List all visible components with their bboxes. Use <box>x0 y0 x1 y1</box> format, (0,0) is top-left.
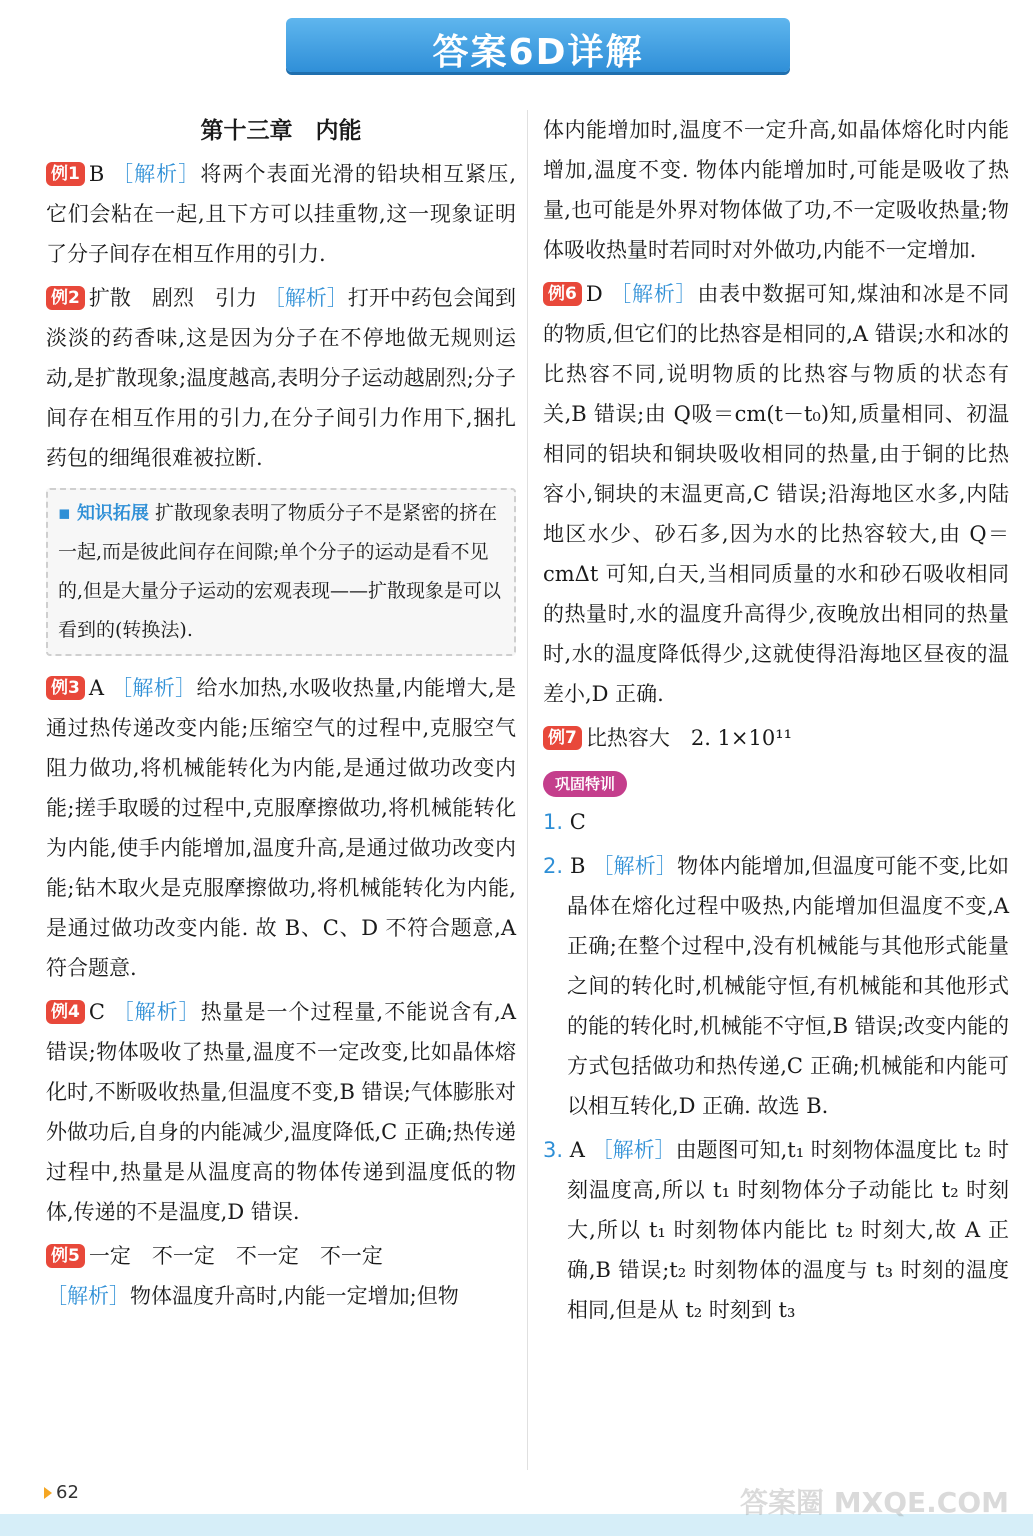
analysis-text: 物体温度升高时,内能一定增加;但物 <box>130 1284 459 1308</box>
answer: D <box>585 282 603 306</box>
answer: B <box>88 162 105 186</box>
column-divider <box>527 110 528 1470</box>
question-1 <box>543 802 1009 842</box>
question-2 <box>543 846 1009 1126</box>
example-4 <box>46 992 516 1232</box>
answer: C <box>88 1000 105 1024</box>
answer: 一定 不一定 不一定 不一定 <box>88 1244 383 1268</box>
analysis-label: ［解析］ <box>111 676 197 700</box>
chapter-title: 第十三章 内能 <box>200 118 362 144</box>
example-5-continued: 体内能增加时,温度不一定升高,如晶体熔化时内能增加,温度不变. 物体内能增加时,可能是吸收了热量,也可能是外界对物体做了功,不一定吸收热量;物体吸收热量时若同时对外做功,内能不一定增加. <box>543 118 1009 262</box>
example-3 <box>46 668 516 988</box>
example-tag: 例1 <box>46 162 85 186</box>
analysis-label: ［解析］ <box>112 1000 201 1024</box>
knowledge-extension-box <box>46 488 516 656</box>
question-number: 1. <box>543 810 564 834</box>
answer-banner <box>286 18 790 72</box>
analysis-label: ［解析］ <box>112 162 201 186</box>
answer: B <box>569 854 586 878</box>
example-7 <box>543 718 1009 758</box>
question-number: 3. <box>543 1138 564 1162</box>
answer: 比热容大 2. 1×10¹¹ <box>585 726 793 750</box>
analysis-text: 将两个表面光滑的铅块相互紧压,它们会粘在一起,且下方可以挂重物,这一现象证明了分子间存在相互作用的引力. <box>46 162 516 266</box>
banner-title: 答案6D详解 <box>432 32 644 73</box>
analysis-text: 物体内能增加,但温度可能不变,比如晶体在熔化过程中吸热,内能增加但温度不变,A 正确;在整个过程中,没有机械能与其他形式能量之间的转化时,机械能守恒,有机械能和其他形式的能的转化时,机械能不守恒,B 错误;改变内能的方式包括做功和热传递,C 正确;机械能和内能可以相互转化,D 正确. 故选 B. <box>567 854 1009 1118</box>
page-number: 62 <box>56 1482 79 1503</box>
analysis-label: ［解析］ <box>46 1284 130 1308</box>
analysis-text: 由表中数据可知,煤油和冰是不同的物质,但它们的比热容是相同的,A 错误;水和冰的比热容不同,说明物质的比热容与物质的状态有关,B 错误;由 Q吸＝cm(t－t₀)知,质量相同、初温相同的铝块和铜块吸收相同的热量,由于铜的比热容小,铜块的末温更高,C 错误;沿海地区水多,内陆地区水少、砂石多,因为水的比热容较大,由 Q＝cmΔt 可知,白天,当相同质量的水和砂石吸收相同的热量时,水的温度升高得少,夜晚放出相同的热量时,水的温度降低得少,这就使得沿海地区昼夜的温差小,D 正确. <box>543 282 1009 706</box>
right-column <box>543 110 1009 1334</box>
example-tag: 例6 <box>543 282 582 306</box>
left-column <box>46 110 516 1320</box>
example-tag: 例5 <box>46 1244 85 1268</box>
analysis-label: ［解析］ <box>592 854 678 878</box>
example-6 <box>543 274 1009 714</box>
example-tag: 例3 <box>46 676 85 700</box>
analysis-label: ［解析］ <box>610 282 698 306</box>
analysis-text: 打开中药包会闻到淡淡的药香味,这是因为分子在不停地做无规则运动,是扩散现象;温度越高,表明分子运动越剧烈;分子间存在相互作用的引力,在分子间引力作用下,捆扎药包的细绳很难被拉断. <box>46 286 516 470</box>
bullet-icon: ▪ <box>58 502 71 524</box>
box-text: 扩散现象表明了物质分子不是紧密的挤在一起,而是彼此间存在间隙;单个分子的运动是看不见的,但是大量分子运动的宏观表现——扩散现象是可以看到的(转换法). <box>58 502 502 641</box>
page-marker-icon <box>44 1487 52 1499</box>
box-label: 知识拓展 <box>76 503 149 524</box>
answer: A <box>88 676 105 700</box>
analysis-text: 给水加热,水吸收热量,内能增大,是通过热传递改变内能;压缩空气的过程中,克服空气阻力做功,将机械能转化为内能,是通过做功改变内能;搓手取暖的过程中,克服摩擦做功,将机械能转化为内能,使手内能增加,温度升高,是通过做功改变内能;钻木取火是克服摩擦做功,将机械能转化为内能,是通过做功改变内能. 故 B、C、D 不符合题意,A 符合题意. <box>46 676 516 980</box>
example-tag: 例4 <box>46 1000 85 1024</box>
example-tag: 例2 <box>46 286 85 310</box>
analysis-label: ［解析］ <box>263 286 348 310</box>
example-2 <box>46 278 516 478</box>
watermark: 答案圈 MXQE.COM <box>740 1486 1009 1519</box>
answer: A <box>569 1138 585 1162</box>
analysis-text: 热量是一个过程量,不能说含有,A 错误;物体吸收了热量,温度不一定改变,比如晶体熔化时,不断吸收热量,但温度不变,B 错误;气体膨胀对外做功后,自身的内能减少,温度降低,C 正确;热传递过程中,热量是从温度高的物体传递到温度低的物体,传递的不是温度,D 错误. <box>46 1000 517 1224</box>
question-number: 2. <box>543 854 564 878</box>
example-1 <box>46 154 516 274</box>
example-5 <box>46 1236 516 1316</box>
example-tag: 例7 <box>543 726 582 750</box>
answer: C <box>569 810 586 834</box>
analysis-label: ［解析］ <box>591 1138 676 1162</box>
question-3 <box>543 1130 1009 1330</box>
consolidation-training-badge: 巩固特训 <box>543 771 627 797</box>
analysis-text: 由题图可知,t₁ 时刻物体温度比 t₂ 时刻温度高,所以 t₁ 时刻物体分子动能比 t₂ 时刻大,所以 t₁ 时刻物体内能比 t₂ 时刻大,故 A 正确,B 错误;t₂ 时刻物体的温度与 t₃ 时刻的温度相同,但是从 t₂ 时刻到 t₃ <box>567 1138 1010 1322</box>
answer: 扩散 剧烈 引力 <box>88 286 258 310</box>
